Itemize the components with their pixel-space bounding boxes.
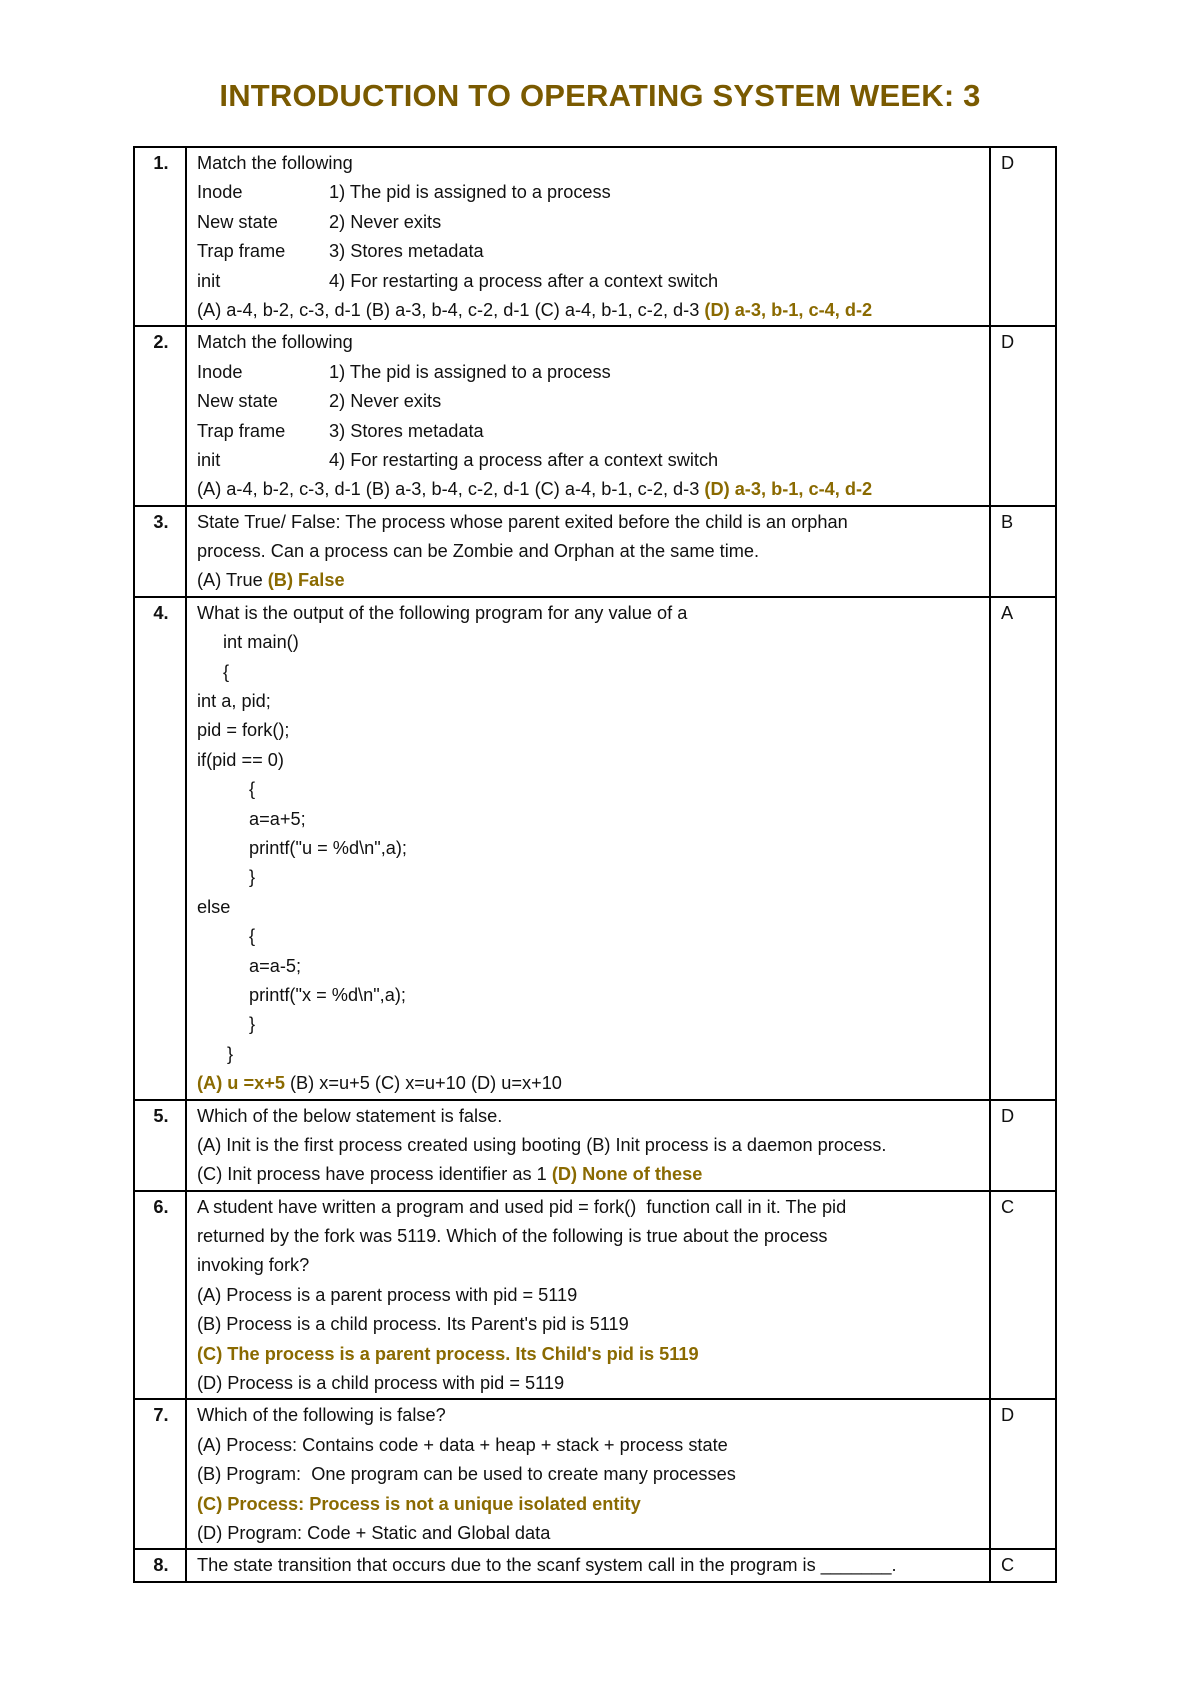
- code-line: {: [249, 926, 256, 947]
- question-number: 7.: [134, 1399, 186, 1549]
- code-line: if(pid == 0): [197, 749, 284, 770]
- correct-option: (B) False: [267, 570, 345, 591]
- answer-key: B: [990, 506, 1056, 597]
- question-number: 8.: [134, 1549, 186, 1581]
- question-row: [134, 506, 1056, 597]
- question-row: [134, 147, 1056, 326]
- question-text: State True/ False: The process whose parent exited before the child is an orphan process. Can a process can be Zombie and Orphan at the same time. (A) True (B) False: [186, 506, 990, 597]
- question-row: [134, 1549, 1056, 1581]
- code-line: }: [249, 1014, 256, 1035]
- answer-key: D: [990, 1399, 1056, 1549]
- question-text: Match the following Inode 1) The pid is assigned to a process New state 2) Never exits Trap frame 3) Stores metadata init 4) For restarting a process after a context switch (A) a-4, b-2, c-3, d-1 (B) a-3, b-4, c-2, d-1 (C) a-4, b-1, c-2, d-3 (D) a-3, b-1, c-4, d-2: [186, 147, 990, 326]
- correct-option: (A) u =x+5: [197, 1073, 285, 1094]
- code-line: else: [197, 896, 231, 917]
- page-title: INTRODUCTION TO OPERATING SYSTEM WEEK: 3: [219, 78, 981, 113]
- question-row: [134, 1100, 1056, 1191]
- quiz-table: [133, 146, 1057, 1583]
- question-row: [134, 1399, 1056, 1549]
- question-number: 1.: [134, 147, 186, 326]
- question-row: [134, 1191, 1056, 1400]
- answer-key: D: [990, 326, 1056, 505]
- answer-key: A: [990, 597, 1056, 1100]
- answer-key: C: [990, 1549, 1056, 1581]
- correct-option: (D) a-3, b-1, c-4, d-2: [704, 299, 873, 320]
- correct-option: (C) Process: Process is not a unique isolated entity: [197, 1493, 641, 1514]
- question-number: 6.: [134, 1191, 186, 1400]
- code-line: int a, pid;: [197, 691, 271, 712]
- question-text: Which of the below statement is false. (A) Init is the first process created using booting (B) Init process is a daemon process. (C) Init process have process identifier as 1 (D) None of these: [186, 1100, 990, 1191]
- question-row: [134, 326, 1056, 505]
- code-line: }: [249, 867, 256, 888]
- answer-key: D: [990, 147, 1056, 326]
- question-number: 5.: [134, 1100, 186, 1191]
- code-line: pid = fork();: [197, 720, 290, 741]
- question-number: 3.: [134, 506, 186, 597]
- code-line: {: [249, 779, 256, 800]
- question-number: 2.: [134, 326, 186, 505]
- question-text: A student have written a program and used pid = fork() function call in it. The pid returned by the fork was 5119. Which of the following is true about the process invoking fork? (A) Process is a parent process with pid = 5119 (B) Process is a child process. Its Parent's pid is 5119 (C) The process is a parent process. Its Child's pid is 5119 (D) Process is a child process with pid = 5119: [186, 1191, 990, 1400]
- question-number: 4.: [134, 597, 186, 1100]
- question-text: What is the output of the following program for any value of a int main() { int a, pid; pid = fork(); if(pid == 0) { a=a+5; printf("u = %d\n",a); } else { a=a-5; printf("x = %d\n",a); } } (A) u =x+5 (B) x=u+5 (C) x=u+10 (D) u=x+10: [186, 597, 990, 1100]
- correct-option: (C) The process is a parent process. Its Child's pid is 5119: [197, 1343, 699, 1364]
- correct-option: (D) a-3, b-1, c-4, d-2: [704, 479, 873, 500]
- code-line: {: [223, 661, 230, 682]
- question-row: [134, 597, 1056, 1100]
- question-text: Which of the following is false? (A) Process: Contains code + data + heap + stack + process state (B) Program: One program can be used to create many processes (C) Process: Process is not a unique isolated entity (D) Program: Code + Static and Global data: [186, 1399, 990, 1549]
- answer-key: C: [990, 1191, 1056, 1400]
- correct-option: (D) None of these: [551, 1164, 703, 1185]
- code-line: a=a-5;: [249, 955, 302, 976]
- code-line: printf("u = %d\n",a);: [249, 837, 407, 858]
- question-text: The state transition that occurs due to the scanf system call in the program is _______.: [186, 1549, 990, 1581]
- answer-key: D: [990, 1100, 1056, 1191]
- code-line: }: [227, 1043, 234, 1064]
- question-text: Match the following Inode 1) The pid is assigned to a process New state 2) Never exits Trap frame 3) Stores metadata init 4) For restarting a process after a context switch (A) a-4, b-2, c-3, d-1 (B) a-3, b-4, c-2, d-1 (C) a-4, b-1, c-2, d-3 (D) a-3, b-1, c-4, d-2: [186, 326, 990, 505]
- code-line: a=a+5;: [249, 808, 306, 829]
- code-line: int main(): [223, 632, 299, 653]
- code-line: printf("x = %d\n",a);: [249, 984, 406, 1005]
